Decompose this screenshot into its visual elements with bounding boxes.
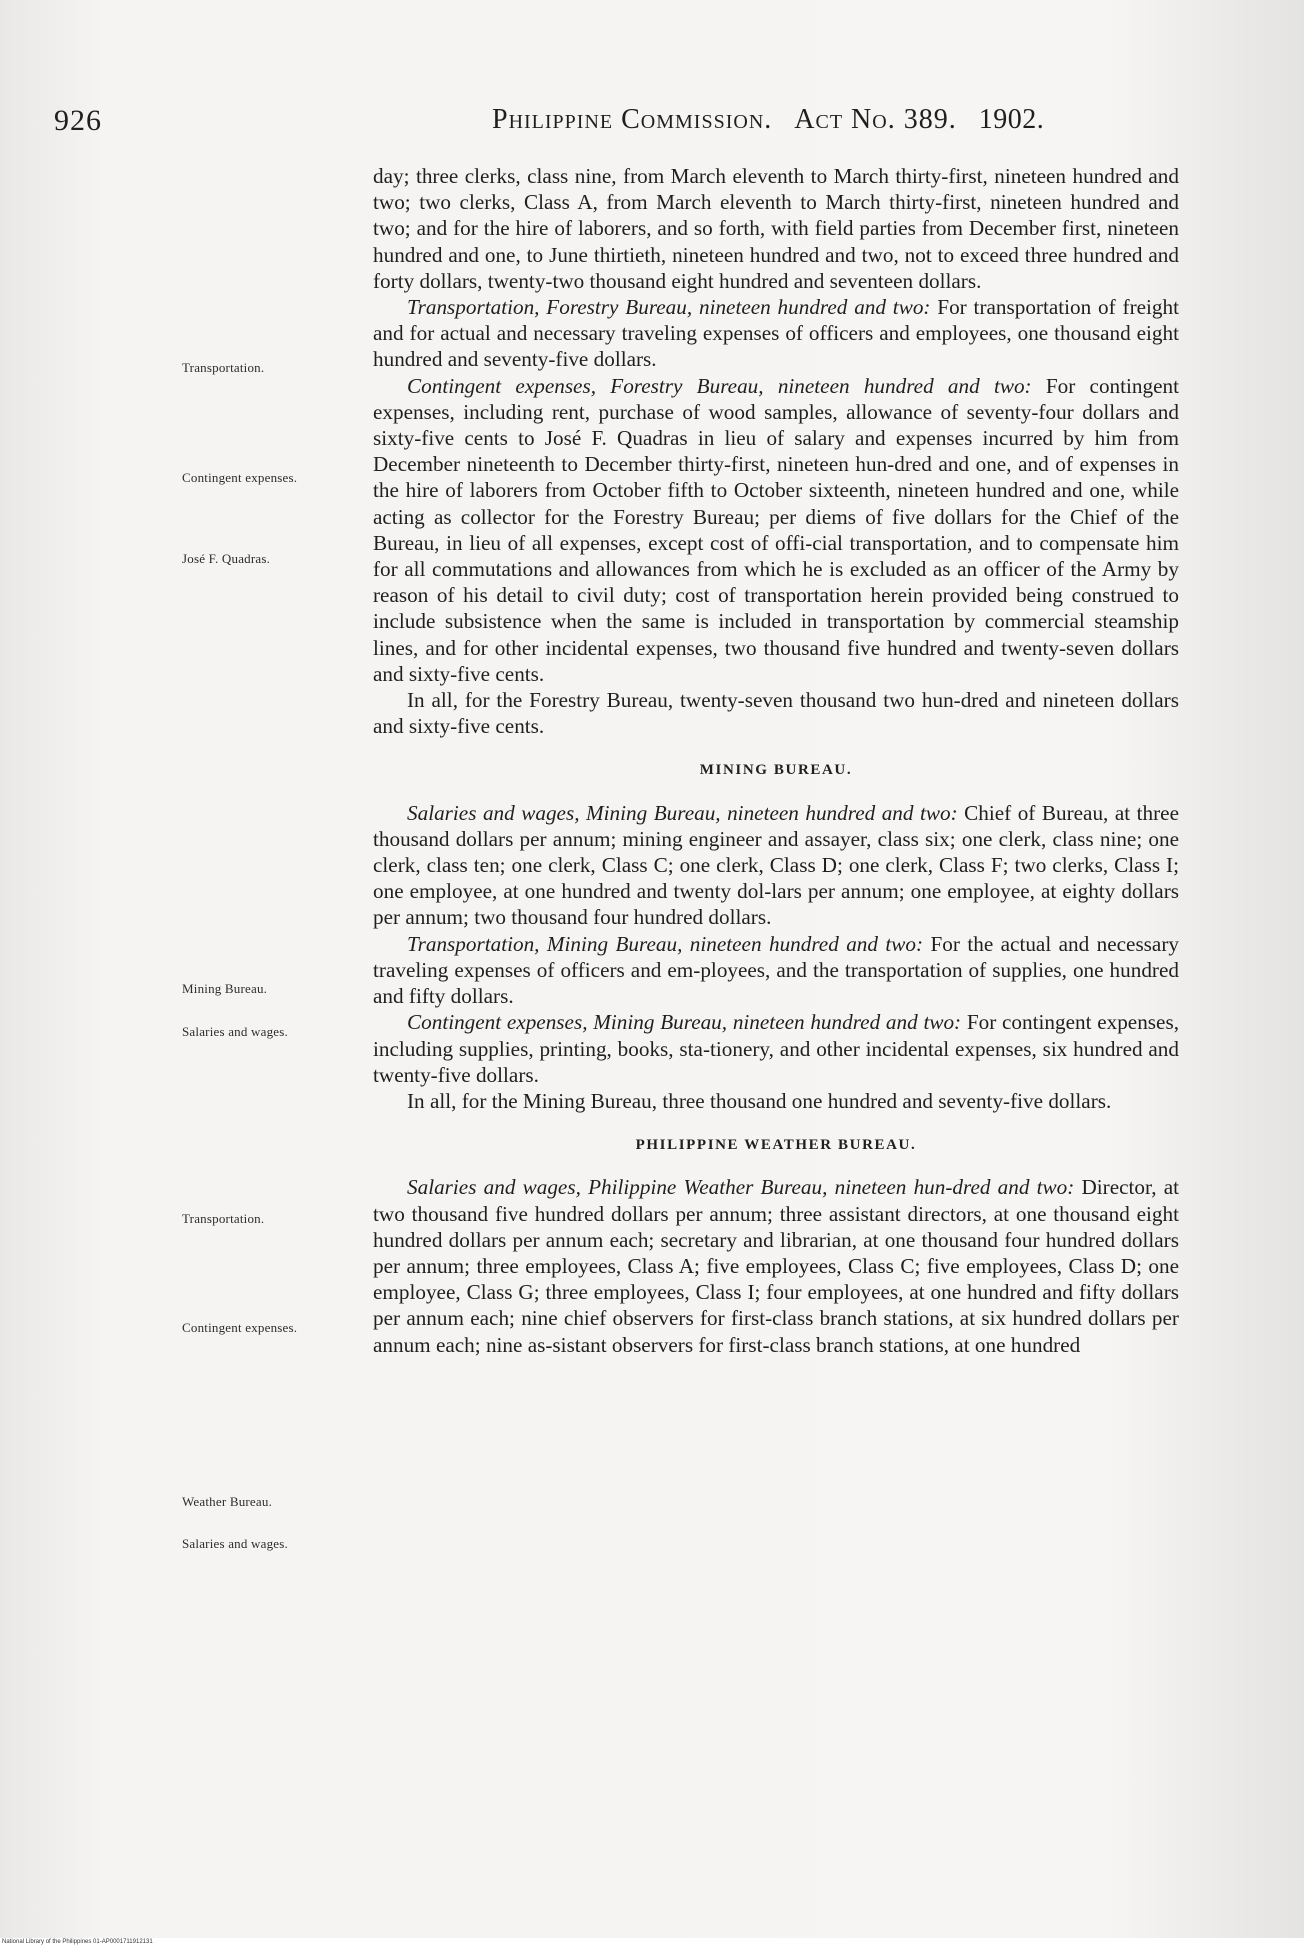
margin-note-contingent-expenses-mining: Contingent expenses. [182,1320,298,1335]
section-heading-weather-bureau: PHILIPPINE WEATHER BUREAU. [635,1137,917,1154]
paragraph-lead: Salaries and wages, Mining Bureau, nineteen hundred and two: [407,800,958,825]
paragraph-text: For contingent expenses, including rent, purchase of wood samples, allowance of seventy-four dollars and sixty-five cents to José F. Quadras in lieu of salary and expenses incurred by him from December nineteenth to December thirty-first, nineteen hun-dred and one, and of expenses in the hire of laborers from October fifth to October sixteenth, nineteen hundred and one, while acting as collector for the Forestry Bureau; per diems of five dollars for the Chief of the Bureau, in lieu of all expenses, except cost of offi-cial transportation, and to compensate him for all commutations and allowances from which he is excluded as an officer of the Army by reason of his detail to civil duty; cost of transportation herein provided being construed to include subsistence when the same is included in transportation by commercial steamship lines, and for other incidental expenses, two thousand five hundred and twenty-seven dollars and sixty-five cents. [373,373,1179,686]
paragraph-text: For contingent expenses, including supplies, printing, books, sta-tionery, and other incidental expenses, six hundred and twenty-five dollars. [373,1010,1179,1087]
paragraph [373,294,1179,373]
paragraph: day; three clerks, class nine, from March eleventh to March thirty-first, nineteen hundred and two; two clerks, Class A, from March eleventh to March thirty-first, nineteen hundred and two; and for the hire of laborers, and so forth, with field parties from December first, nineteen hundred and one, to June thirtieth, nineteen hundred and two, not to exceed three hundred and forty dollars, twenty-two thousand eight hundred and seventeen dollars. [373,164,1179,293]
paragraph [373,373,1179,687]
body-text [373,163,1179,1358]
paragraph-lead: Contingent expenses, Forestry Bureau, nineteen hundred and two: [407,373,1032,398]
running-head [492,104,1044,136]
paragraph [373,800,1179,931]
margin-note-transportation-mining: Transportation. [182,1211,265,1226]
margin-note-salaries-and-wages-weather: Salaries and wages. [182,1536,288,1551]
paragraph-text: Director, at two thousand five hundred dollars per annum; three assistant directors, at one thousand eight hundred dollars per annum each; secretary and librarian, at one thousand four hundred dollars per annum; three employees, Class A; five employees, Class C; five employees, Class D; one employee, Class G; three employees, Class I; four employees, at one hundred and fifty dollars per annum each; nine chief observers for first-class branch stations, at six hundred dollars per annum each; nine as-sistant observers for first-class branch stations, at one hundred [373,1175,1179,1357]
paragraph-text: Chief of Bureau, at three thousand dollars per annum; mining engineer and assayer, class six; one clerk, class nine; one clerk, class ten; one clerk, Class C; one clerk, Class D; one clerk, Class F; two clerks, Class I; one employee, at one hundred and twenty dol-lars per annum; one employee, at eighty dollars per annum; two thousand four hundred dollars. [373,800,1179,930]
paragraph-lead: Transportation, Mining Bureau, nineteen hundred and two: [407,931,924,956]
section-heading-mining-bureau: MINING BUREAU. [699,762,853,779]
scan-footer-label: National Library of the Philippines 01-AP0001711912131 [2,1939,153,1945]
paragraph: In all, for the Mining Bureau, three thousand one hundred and seventy-five dollars. [407,1088,1112,1113]
margin-note-weather-bureau: Weather Bureau. [182,1494,273,1509]
paragraph-text: For the actual and necessary traveling expenses of officers and em-ployees, and the transportation of supplies, one hundred and fifty dollars. [373,931,1179,1009]
margin-note-jose-quadras: José F. Quadras. [182,551,271,566]
running-head-act: Act No. 389. [794,104,957,135]
paragraph: In all, for the Forestry Bureau, twenty-seven thousand two hun-dred and nineteen dollars and sixty-five cents. [373,688,1179,739]
paragraph-lead: Transportation, Forestry Bureau, nineteen hundred and two: [407,295,931,320]
paragraph-text: For transportation of freight and for actual and necessary traveling expenses of officers and employees, one thousand eight hundred and seventy-five dollars. [373,295,1179,372]
page-number: 926 [54,104,102,137]
margin-note-contingent-expenses: Contingent expenses. [182,470,298,485]
margin-note-transportation: Transportation. [182,360,265,375]
running-head-commission: Philippine Commission. [492,104,773,135]
paragraph-lead: Contingent expenses, Mining Bureau, nineteen hundred and two: [407,1010,962,1035]
paragraph [373,1174,1179,1357]
paragraph [373,931,1179,1010]
paragraph [373,1009,1179,1088]
paragraph-lead: Salaries and wages, Philippine Weather Bureau, nineteen hun-dred and two: [407,1175,1075,1200]
scan-footer-strip [0,1938,1304,1948]
margin-note-mining-bureau: Mining Bureau. [182,981,268,996]
running-head-year: 1902. [978,104,1045,135]
margin-note-salaries-and-wages: Salaries and wages. [182,1024,288,1039]
